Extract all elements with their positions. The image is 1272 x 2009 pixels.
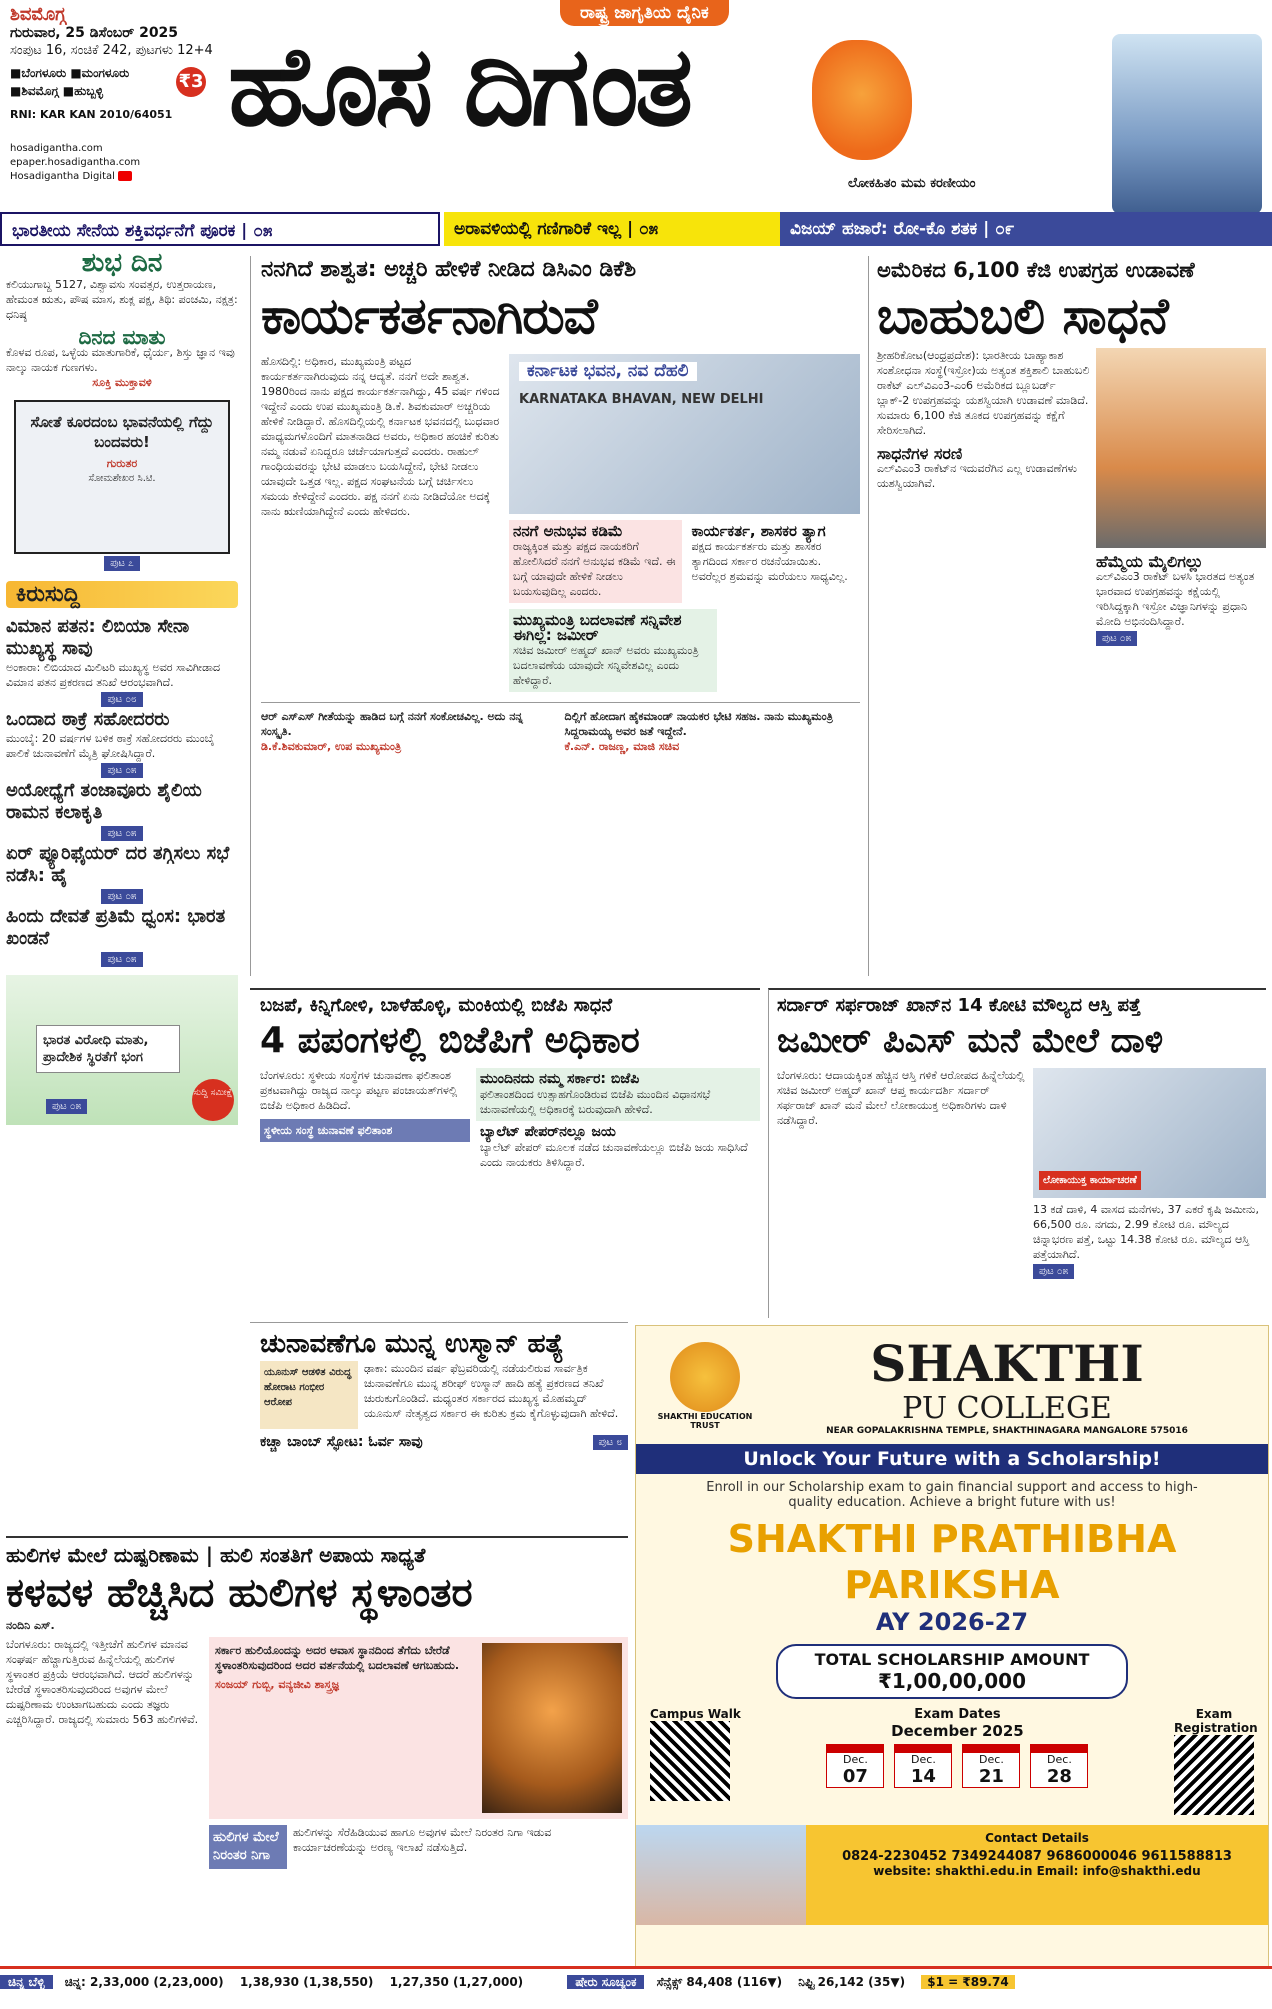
zameer-story (768, 988, 1266, 1318)
dinada-maatu-title: ದಿನದ ಮಾತು (78, 325, 166, 349)
zameer-page[interactable]: ಪುಟ ೦೫ (1033, 1264, 1074, 1279)
brief-title[interactable]: ಒಂದಾದ ಠಾಕ್ರೆ ಸಹೋದರರು (6, 709, 170, 730)
tiger-side-body: ಹುಲಿಗಳನ್ನು ಸೆರೆಹಿಡಿಯುವ ಹಾಗೂ ಅವುಗಳ ಮೇಲೆ ನಿರಂತರ ನಿಗಾ ಇಡುವ ಕಾರ್ಯಾಚರಣೆಯನ್ನು ಅರಣ್ಯ ಇಲಾಖೆ ನಡೆಸುತ್ತಿದೆ. (293, 1826, 552, 1854)
bangla-teaser[interactable]: ಭಾರತ ವಿರೋಧಿ ಮಾತು, ಪ್ರಾದೇಶಿಕ ಸ್ಥಿರತೆಗೆ ಭಂಗ (36, 1025, 180, 1073)
pride-body: ಎಲ್‌ವಿಎಂ3 ರಾಕೆಟ್ ಬಳಸಿ ಭಾರತದ ಅತ್ಯಂತ ಭಾರವಾದ ಉಪಗ್ರಹವನ್ನು ಕಕ್ಷೆಯಲ್ಲಿ ಇರಿಸಿದ್ದಕ್ಕಾಗಿ ಇಸ್ರೋ ವಿಜ್ಞಾನಿಗಳನ್ನು ಪ್ರಧಾನಿ ಮೋದಿ ಅಭಿನಂದಿಸಿದ್ದಾರೆ. (1096, 570, 1255, 628)
tiger-quote: ಸರ್ಕಾರ ಹುಲಿಯೊಂದನ್ನು ಅದರ ಆವಾಸ ಸ್ಥಾನದಿಂದ ತೆಗೆದು ಬೇರೆಡೆ ಸ್ಥಳಾಂತರಿಸುವುದರಿಂದ ಅದರ ವರ್ತನೆಯಲ್ಲಿ ಬದಲಾವಣೆ ಆಗಬಹುದು. (215, 1644, 460, 1672)
ad-ay: AY 2026-27 (875, 1608, 1029, 1636)
left-column (6, 248, 238, 1125)
rocket-photo (1096, 348, 1266, 548)
bjp-sub2-body: ಬ್ಯಾಲೆಟ್ ಪೇಪರ್ ಮೂಲಕ ನಡೆದ ಚುನಾವಣೆಯಲ್ಲೂ ಬಿಜೆಪಿ ಜಯ ಸಾಧಿಸಿದೆ ಎಂದು ನಾಯಕರು ತಿಳಿಸಿದ್ದಾರೆ. (480, 1141, 748, 1169)
lokayukta-tag: ಲೋಕಾಯುಕ್ತ ಕಾರ್ಯಾಚರಣೆ (1039, 1171, 1141, 1190)
isro-body: ಶ್ರೀಹರಿಕೋಟ(ಆಂಧ್ರಪ್ರದೇಶ): ಭಾರತೀಯ ಬಾಹ್ಯಾಕಾಶ ಸಂಶೋಧನಾ ಸಂಸ್ಥೆ(ಇಸ್ರೋ)ಯ ಅತ್ಯಂತ ಶಕ್ತಿಶಾಲಿ ಬಾಹುಬಲಿ ರಾಕೆಟ್ ಎಲ್‌ವಿಎಂ3-ಎಂ6 ಅಮೆರಿಕದ ಬ್ಲೂಬರ್ಡ್ ಬ್ಲಾಕ್-2 ಉಪಗ್ರಹವನ್ನು ಯಶಸ್ವಿಯಾಗಿ ಉಡಾವಣೆ ಮಾಡಿದೆ. ಸುಮಾರು 6,100 ಕೆಜಿ ತೂಕದ ಉಪಗ್ರಹವನ್ನು ಕಕ್ಷೆಗೆ ಸೇರಿಸಲಾಗಿದೆ. (877, 349, 1090, 437)
isro-headline[interactable]: ಬಾಹುಬಲಿ ಸಾಧನೆ (877, 287, 1169, 345)
lead-headline[interactable]: ಕಾರ್ಯಕರ್ತನಾಗಿರುವೆ (261, 287, 597, 345)
survey-badge: ಸುದ್ದಿ ಸಮೀಕ್ಷೆ (192, 1079, 234, 1121)
nifty-value: ನಿಫ್ಟಿ 26,142 (35▼) (798, 1975, 906, 1989)
ad-unlock: Unlock Your Future with a Scholarship! (636, 1444, 1268, 1474)
pride-title[interactable]: ಹೆಮ್ಮೆಯ ಮೈಲಿಗಲ್ಲು (1096, 552, 1204, 571)
karnataka-map-icon (812, 40, 912, 160)
bjp-kicker[interactable]: ಬಜಪೆ, ಕಿನ್ನಿಗೋಳಿ, ಬಾಳೆಹೊಳ್ಳಿ, ಮಂಕಿಯಲ್ಲಿ ಬಿಜೆಪಿ ಸಾಧನೆ (260, 995, 613, 1016)
tiger-quote-author: ಸಂಜಯ್ ಗುಬ್ಬಿ, ವನ್ಯಜೀವಿ ಶಾಸ್ತ್ರಜ್ಞ (215, 1678, 339, 1691)
usman-body: ಢಾಕಾ: ಮುಂದಿನ ವರ್ಷ ಫೆಬ್ರವರಿಯಲ್ಲಿ ನಡೆಯಲಿರುವ ಸಾರ್ವತ್ರಿಕ ಚುನಾವಣೆಗೂ ಮುನ್ನ ಶರೀಫ್ ಉಸ್ಮಾನ್ ಹಾದಿ ಹತ್ಯೆ ಪ್ರಕರಣದ ತನಿಖೆ ಚುರುಕುಗೊಂಡಿದೆ. ಮಧ್ಯಂತರ ಸರ್ಕಾರದ ಮುಖ್ಯಸ್ಥ ಮೊಹಮ್ಮದ್ ಯೂನುಸ್ ನೇತೃತ್ವದ ಸರ್ಕಾರ ಈ ಕುರಿತು ಕ್ರಮ ಕೈಗೊಳ್ಳುವುದಾಗಿ ಹೇಳಿದೆ. (364, 1362, 619, 1420)
silver-rate: 1,38,930 (1,38,550) (239, 1975, 374, 1989)
bjp-sub1-title[interactable]: ಮುಂದಿನದು ನಮ್ಮ ಸರ್ಕಾರ: ಬಿಜೆಪಿ (480, 1071, 640, 1087)
gold-label: ಚಿನ್ನ ಬೆಳ್ಳಿ (0, 1975, 53, 1989)
bjp-tag: ಸ್ಥಳೀಯ ಸಂಸ್ಥೆ ಚುನಾವಣೆ ಫಲಿತಾಂಶ (260, 1119, 470, 1142)
lead-kicker[interactable]: ನನಗಿದೆ ಶಾಶ್ವತ: ಅಚ್ಚರಿ ಹೇಳಿಕೆ ನೀಡಿದ ಡಿಸಿಎಂ ಡಿಕೆಶಿ (261, 257, 637, 282)
gold-rate: ಚಿನ್ನ: 2,33,000 (2,23,000) (64, 1975, 224, 1989)
brief-page[interactable]: ಪುಟ ೦೮ (101, 692, 142, 707)
zameer-kicker[interactable]: ಸರ್ದಾರ್ ಸರ್ಫರಾಜ್ ಖಾನ್‌ನ 14 ಕೋಟಿ ಮೌಲ್ಯದ ಆಸ್ತಿ ಪತ್ತೆ (777, 995, 1141, 1016)
cricketers-photo (1112, 34, 1262, 214)
bomb-headline[interactable]: ಕಚ್ಚಾ ಬಾಂಬ್ ಸ್ಫೋಟ: ಓರ್ವ ಸಾವು (260, 1434, 423, 1450)
shakthi-logo-icon (670, 1342, 740, 1412)
ad-phones: 0824-2230452 7349244087 9686000046 9611588813 (842, 1849, 1232, 1864)
ad-exam-name: SHAKTHI PRATHIBHA PARIKSHA (727, 1517, 1177, 1607)
lead-photo (509, 354, 860, 514)
ad-exam-dates-label: Exam Dates (914, 1707, 1001, 1722)
isro-sub-body: ಎಲ್‌ವಿಎಂ3 ರಾಕೆಟ್‌ನ ಇದುವರೆಗಿನ ಎಲ್ಲ ಉಡಾವಣೆಗಳು ಯಶಸ್ವಿಯಾಗಿವೆ. (877, 462, 1078, 490)
editions-list: ■ಬೆಂಗಳೂರು ■ಮಂಗಳೂರು ■ಶಿವಮೊಗ್ಗ ■ಹುಬ್ಬಳ್ಳಿ (10, 66, 130, 98)
share-label: ಷೇರು ಸೂಚ್ಯಂಕ (567, 1975, 644, 1989)
zameer-body: ಬೆಂಗಳೂರು: ಆದಾಯಕ್ಕಿಂತ ಹೆಚ್ಚಿನ ಆಸ್ತಿ ಗಳಿಕೆ ಆರೋಪದ ಹಿನ್ನೆಲೆಯಲ್ಲಿ ಸಚಿವ ಜಮೀರ್ ಅಹ್ಮದ್ ಖಾನ್ ಆಪ್ತ ಕಾರ್ಯದರ್ಶಿ ಸರ್ದಾರ್ ಸರ್ಫರಾಜ್ ಖಾನ್ ಮನೆ ಮೇಲೆ ಲೋಕಾಯುಕ್ತ ಅಧಿಕಾರಿಗಳು ದಾಳಿ ನಡೆಸಿದ್ದಾರೆ. (777, 1069, 1025, 1127)
brief-title[interactable]: ಏರ್ ಪ್ಯೂರಿಫೈಯರ್ ದರ ತಗ್ಗಿಸಲು ಸಭೆ ನಡೆಸಿ: ಹೈ (6, 843, 230, 886)
registration-qr-icon[interactable] (1174, 1735, 1254, 1815)
usman-tag: ಯೂನುಸ್ ಆಡಳಿತ ವಿರುದ್ಧ ಹೋರಾಟ ಗಂಭೀರ ಆರೋಪ (260, 1361, 358, 1429)
quote-source: ಸೂಕ್ತಿ ಮುಕ್ತಾವಳಿ (92, 376, 152, 389)
other-rate: 1,27,350 (1,27,000) (389, 1975, 524, 1989)
tiger-story (6, 1536, 628, 1968)
tiger-photo (482, 1643, 622, 1813)
price-badge: ₹3 (176, 67, 206, 97)
issue-volume: ಸಂಪುಟ 16, ಸಂಚಿಕೆ 242, ಪುಟಗಳು 12+4 (10, 43, 213, 58)
brief-title[interactable]: ವಿಮಾನ ಪತನ: ಲಿಬಿಯಾ ಸೇನಾ ಮುಖ್ಯಸ್ಥ ಸಾವು (6, 616, 190, 659)
ad-registration: Exam Registration (1174, 1707, 1258, 1735)
bjp-sub1-body: ಫಲಿತಾಂಶದಿಂದ ಉತ್ಸಾಹಗೊಂಡಿರುವ ಬಿಜೆಪಿ ಮುಂದಿನ ವಿಧಾನಸಭೆ ಚುನಾವಣೆಯಲ್ಲಿ ಅಧಿಕಾರಕ್ಕೆ ಬರುವುದಾಗಿ ಹೇಳಿದೆ. (480, 1088, 711, 1116)
teaser-aravalli[interactable]: ಅರಾವಳಿಯಲ್ಲಿ ಗಣಿಗಾರಿಕೆ ಇಲ್ಲ | ೦೫ (444, 212, 800, 246)
sub2-body: ಪಕ್ಷದ ಕಾರ್ಯಕರ್ತರು ಮತ್ತು ಶಾಸಕರ ತ್ಯಾಗದಿಂದ ಸರ್ಕಾರ ರಚನೆಯಾಯಿತು. ಅವರೆಲ್ಲರ ಶ್ರಮವನ್ನು ಮರೆಯಲು ಸಾಧ್ಯವಿಲ್ಲ. (691, 540, 848, 583)
quote1-author: ಡಿ.ಕೆ.ಶಿವಕುಮಾರ್, ಉಪ ಮುಖ್ಯಮಂತ್ರಿ (261, 740, 402, 753)
usman-page[interactable]: ಪುಟ ೮ (593, 1435, 628, 1450)
website-link[interactable]: hosadigantha.com (10, 143, 103, 154)
panchanga-text: ಕಲಿಯುಗಾಬ್ದ 5127, ವಿಶ್ವಾವಸು ಸಂವತ್ಸರ, ಉತ್ತರಾಯಣ, ಹೇಮಂತ ಋತು, ಪೌಷ ಮಾಸ, ಶುಕ್ಲ ಪಕ್ಷ, ತಿಥಿ: ಪಂಚಮಿ, ನಕ್ಷತ್ರ: ಧನಿಷ್ಠ (6, 278, 238, 321)
quote-text: ಕೊಳವ ರೂಪ, ಒಳ್ಳೆಯ ಮಾತುಗಾರಿಕೆ, ಧೈರ್ಯ, ಶಿಸ್ತು ಜ್ಞಾನ ಇವು ನಾಲ್ಕು ನಾಯಕ ಗುಣಗಳು. (6, 346, 235, 374)
brief-page[interactable]: ಪುಟ ೦೫ (101, 826, 142, 841)
ad-exam-month: December 2025 (891, 1722, 1024, 1740)
ad-sub: PU COLLEGE (902, 1391, 1112, 1426)
tiger-kicker[interactable]: ಹುಲಿಗಳ ಮೇಲೆ ದುಷ್ಪರಿಣಾಮ | ಹುಲಿ ಸಂತತಿಗೆ ಅಪಾಯ ಸಾಧ್ಯತೆ (6, 1543, 426, 1567)
newspaper-tagline: ರಾಷ್ಟ್ರ ಜಾಗೃತಿಯ ದೈನಿಕ (560, 0, 729, 26)
college-building-photo (636, 1825, 806, 1925)
sub2-title[interactable]: ಕಾರ್ಯಕರ್ತ, ಶಾಸಕರ ತ್ಯಾಗ (691, 522, 826, 540)
quote2-author: ಕೆ.ಎನ್. ರಾಜಣ್ಣ, ಮಾಜಿ ಸಚಿವ (564, 740, 680, 753)
photo-caption: ಕರ್ನಾಟಕ ಭವನ, ನವ ದೆಹಲಿ (519, 362, 697, 381)
brief-page[interactable]: ಪುಟ ೦೫ (101, 952, 142, 967)
bangla-page[interactable]: ಪುಟ ೦೫ (46, 1099, 87, 1114)
exam-date: Dec. 07 (826, 1744, 884, 1788)
usman-story (250, 1322, 628, 1532)
ad-trust: SHAKTHI EDUCATION TRUST (657, 1412, 753, 1430)
newspaper-logo: ಹೊಸ ದಿಗಂತ (228, 22, 690, 150)
lead-story (250, 256, 860, 976)
bjp-sub2-title[interactable]: ಬ್ಯಾಲೆಟ್ ಪೇಪರ್‌ನಲ್ಲೂ ಜಯ (480, 1124, 616, 1140)
teaser-vijay-hazare[interactable]: ವಿಜಯ್ ಹಜಾರೆ: ರೋ-ಕೊ ಶತಕ | ೦೯ (780, 212, 1272, 246)
usd-rate: $1 = ₹89.74 (921, 1975, 1014, 1989)
shubha-dina-title: ಶುಭ ದಿನ (81, 248, 163, 278)
tiger-side-tag: ಹುಲಿಗಳ ಮೇಲೆ ನಿರಂತರ ನಿಗಾ (209, 1825, 287, 1869)
sub3-title[interactable]: ಮುಖ್ಯಮಂತ್ರಿ ಬದಲಾವಣೆ ಸನ್ನಿವೇಶ ಈಗಿಲ್ಲ: ಜಮೀರ್ (513, 611, 682, 644)
isro-sub-title[interactable]: ಸಾಧನೆಗಳ ಸರಣಿ (877, 444, 963, 463)
usman-headline[interactable]: ಚುನಾವಣೆಗೂ ಮುನ್ನ ಉಸ್ಮಾನ್ ಹತ್ಯೆ (260, 1329, 564, 1359)
teaser-army[interactable]: ಭಾರತೀಯ ಸೇನೆಯ ಶಕ್ತಿವರ್ಧನೆಗೆ ಪೂರಕ | ೦೫ (0, 212, 440, 246)
lead-body: ಹೊಸದಿಲ್ಲಿ: ಅಧಿಕಾರ, ಮುಖ್ಯಮಂತ್ರಿ ಪಟ್ಟದ ಕಾರ್ಯಕರ್ತನಾಗಿರುವುದು ನನ್ನ ಆದ್ಯತೆ. ನನಗೆ ಅದೇ ಶಾಶ್ವತ. 1980ರಿಂದ ನಾನು ಪಕ್ಷದ ಕಾರ್ಯಕರ್ತನಾಗಿದ್ದು, 45 ವರ್ಷ ಗಳಿಂದ ಇದ್ದೇನೆ ಎಂದು ಉಪ ಮುಖ್ಯಮಂತ್ರಿ ಡಿ.ಕೆ. ಶಿವಕುಮಾರ್ ಅಚ್ಚರಿಯ ಹೇಳಿಕೆ ನೀಡಿದ್ದಾರೆ. ಹೊಸದಿಲ್ಲಿಯಲ್ಲಿ ಕರ್ನಾಟಕ ಭವನದಲ್ಲಿ ಬುಧವಾರ ಮಾಧ್ಯಮಗಳೊಂದಿಗೆ ಮಾತನಾಡಿದ ಅವರು, ಅಧಿಕಾರ ಹಂಚಿಕೆ ಕುರಿತು ನಮ್ಮ ನಡುವೆ ಏನಿದ್ದರೂ ಚರ್ಚೆಯಾಗುತ್ತದೆ ಎಂದರು. ರಾಹುಲ್ ಗಾಂಧಿಯವರನ್ನು ಭೇಟಿ ಮಾಡಲು ಬಯಸಿದ್ದೇನೆ, ಭೇಟಿ ನೀಡಲು ಯಾವುದೇ ಒತ್ತಡ ಇಲ್ಲ. ಪಕ್ಷದ ಸಂಘಟನೆಯ ಬಗ್ಗೆ ಚರ್ಚಿಸಲು ಸಮಯ ಕೇಳಿದ್ದೇನೆ ಎಂದರು. ಪಕ್ಷ ನನಗೆ ಏನು ನೀಡಿದೆಯೋ ಅದಕ್ಕೆ ನಾನು ಋಣಿಯಾಗಿದ್ದೇನೆ ಎಂದು ಹೇಳಿದರು. (261, 355, 500, 518)
campus-qr-icon[interactable] (650, 1721, 730, 1801)
issue-date: ಗುರುವಾರ, 25 ಡಿಸೆಂಬರ್ 2025 (10, 25, 179, 41)
ad-name: SHAKTHI (870, 1334, 1144, 1393)
sub3-body: ಸಚಿವ ಜಮೀರ್ ಅಹ್ಮದ್ ಖಾನ್ ಅವರು ಮುಖ್ಯಮಂತ್ರಿ ಬದಲಾವಣೆಯ ಯಾವುದೇ ಸನ್ನಿವೇಶವಿಲ್ಲ ಎಂದು ಹೇಳಿದ್ದಾರೆ. (513, 644, 699, 687)
brief-page[interactable]: ಪುಟ ೦೫ (101, 889, 142, 904)
epaper-link[interactable]: epaper.hosadigantha.com (10, 157, 141, 168)
digital-link[interactable]: Hosadigantha Digital (10, 170, 220, 184)
quote2-text: ದಿಲ್ಲಿಗೆ ಹೋದಾಗ ಹೈಕಮಾಂಡ್ ನಾಯಕರ ಭೇಟಿ ಸಹಜ. ನಾನು ಮುಖ್ಯಮಂತ್ರಿ ಸಿದ್ದರಾಮಯ್ಯ ಅವರ ಜತೆ ಇದ್ದೇನೆ. (564, 710, 833, 738)
sensex-value: ಸೆನ್ಸೆಕ್ಸ್ 84,408 (116▼) (656, 1975, 783, 1989)
photo-sub: KARNATAKA BHAVAN, NEW DELHI (519, 392, 764, 407)
bjp-headline[interactable]: 4 ಪಪಂಗಳಲ್ಲಿ ಬಿಜೆಪಿಗೆ ಅಧಿಕಾರ (260, 1020, 640, 1061)
exam-date: Dec. 28 (1030, 1744, 1088, 1788)
ad-contact-label: Contact Details (985, 1831, 1089, 1845)
brief-title[interactable]: ಅಯೋಧ್ಯೆಗೆ ತಂಜಾವೂರು ಶೈಲಿಯ ರಾಮನ ಕಲಾಕೃತಿ (6, 780, 202, 823)
isro-kicker[interactable]: ಅಮೆರಿಕದ 6,100 ಕೆಜಿ ಉಪಗ್ರಹ ಉಡಾವಣೆ (877, 258, 1195, 282)
cartoon-artist: ಸೋಮಶೇಖರ ಸಿ.ಟಿ. (88, 473, 156, 484)
market-footer (0, 1966, 1272, 1999)
edition-location: ಶಿವಮೊಗ್ಗ (10, 4, 66, 25)
ad-web[interactable]: website: shakthi.edu.in Email: info@shakthi.edu (873, 1864, 1201, 1878)
sub1-body: ರಾಜ್ಯಕ್ಕಿಂತ ಮತ್ತು ಪಕ್ಷದ ನಾಯಕರಿಗೆ ಹೋಲಿಸಿದರೆ ನನಗೆ ಅನುಭವ ಕಡಿಮೆ ಇದೆ. ಈ ಬಗ್ಗೆ ಯಾವುದೇ ಹೇಳಿಕೆ ನೀಡಲು ಬಯಸುವುದಿಲ್ಲ ಎಂದರು. (513, 540, 676, 598)
cartoon-text: ಸೋತೆ ಕೂರದಂಬ ಭಾವನೆಯಲ್ಲಿ ಗೆದ್ದು ಬಂದವರು! (30, 413, 214, 451)
zameer-headline[interactable]: ಜಮೀರ್ ಪಿಎಸ್ ಮನೆ ಮೇಲೆ ದಾಳಿ (777, 1021, 1164, 1061)
brief-body: ಅಂಕಾರಾ: ಲಿಬಿಯಾದ ಮಿಲಿಟರಿ ಮುಖ್ಯಸ್ಥ ಅವರ ಸಾವಿಗೀಡಾದ ವಿಮಾನ ಪತನ ಪ್ರಕರಣದ ತನಿಖೆ ಆರಂಭವಾಗಿದೆ. (6, 661, 221, 689)
cartoon-page-ref[interactable]: ಪುಟ ೭ (104, 556, 139, 571)
isro-page[interactable]: ಪುಟ ೦೫ (1096, 631, 1137, 646)
cartoon-title: ಗುರುತರ (106, 457, 138, 470)
brief-page[interactable]: ಪುಟ ೦೫ (101, 763, 142, 778)
rni-number: RNI: KAR KAN 2010/64051 (10, 108, 173, 121)
ad-campus-walk: Campus Walk (650, 1707, 741, 1721)
quote1-text: ಆರ್ ಎಸ್‌ಎಸ್ ಗೀತೆಯನ್ನು ಹಾಡಿದ ಬಗ್ಗೆ ನನಗೆ ಸಂಕೋಚವಿಲ್ಲ. ಅದು ನನ್ನ ಸಂಸ್ಕೃತಿ. (261, 710, 523, 738)
ad-address: NEAR GOPALAKRISHNA TEMPLE, SHAKTHINAGARA MANGALORE 575016 (826, 1426, 1188, 1436)
tiger-body: ಬೆಂಗಳೂರು: ರಾಜ್ಯದಲ್ಲಿ ಇತ್ತೀಚೆಗೆ ಹುಲಿಗಳ ಮಾನವ ಸಂಘರ್ಷ ಹೆಚ್ಚಾಗುತ್ತಿರುವ ಹಿನ್ನೆಲೆಯಲ್ಲಿ ಹುಲಿಗಳ ಸ್ಥಳಾಂತರ ಪ್ರಕ್ರಿಯೆ ಆರಂಭವಾಗಿದೆ. ಆದರೆ ಹುಲಿಗಳನ್ನು ಬೇರೆಡೆ ಸ್ಥಳಾಂತರಿಸುವುದರಿಂದ ಅವುಗಳ ಮೇಲೆ ದುಷ್ಪರಿಣಾಮ ಉಂಟಾಗಬಹುದು ಎಂದು ತಜ್ಞರು ಎಚ್ಚರಿಸಿದ್ದಾರೆ. ರಾಜ್ಯದಲ್ಲಿ ಸುಮಾರು 563 ಹುಲಿಗಳಿವೆ. (6, 1638, 199, 1726)
newspaper-motto: ಲೋಕಹಿತಂ ಮಮ ಕರಣೀಯಂ (848, 176, 976, 191)
youtube-icon (118, 171, 132, 181)
shakthi-advertisement[interactable] (635, 1325, 1269, 1982)
bjp-body: ಬೆಂಗಳೂರು: ಸ್ಥಳೀಯ ಸಂಸ್ಥೆಗಳ ಚುನಾವಣಾ ಫಲಿತಾಂಶ ಪ್ರಕಟವಾಗಿದ್ದು ರಾಜ್ಯದ ನಾಲ್ಕು ಪಟ್ಟಣ ಪಂಚಾಯತ್‌ಗಳಲ್ಲಿ ಬಿಜೆಪಿ ಅಧಿಕಾರ ಹಿಡಿದಿದೆ. (260, 1069, 458, 1112)
ad-enroll: Enroll in our Scholarship exam to gain financial support and access to high-quality education. Achieve a bright future with us! (706, 1480, 1198, 1510)
brief-body: ಮುಂಬೈ: 20 ವರ್ಷಗಳ ಬಳಿಕ ಠಾಕ್ರೆ ಸಹೋದರರು ಮುಂಬೈ ಪಾಲಿಕೆ ಚುನಾವಣೆಗೆ ಮೈತ್ರಿ ಘೋಷಿಸಿದ್ದಾರೆ. (6, 732, 215, 760)
bjp-story (250, 988, 760, 1318)
tiger-byline: ನಂದಿನಿ ಎಸ್. (6, 1619, 55, 1632)
house-photo (1033, 1068, 1266, 1198)
exam-date: Dec. 21 (962, 1744, 1020, 1788)
ad-total-label: TOTAL SCHOLARSHIP AMOUNT (814, 1650, 1090, 1669)
masthead-info (10, 6, 220, 184)
kirusuddi-title: ಕಿರುಸುದ್ದಿ (6, 581, 238, 608)
brief-title[interactable]: ಹಿಂದು ದೇವತೆ ಪ್ರತಿಮೆ ಧ್ವಂಸ: ಭಾರತ ಖಂಡನೆ (6, 906, 226, 949)
exam-date: Dec. 14 (894, 1744, 952, 1788)
ad-total-amount: ₹1,00,00,000 (877, 1669, 1027, 1693)
tiger-headline[interactable]: ಕಳವಳ ಹೆಚ್ಚಿಸಿದ ಹುಲಿಗಳ ಸ್ಥಳಾಂತರ (6, 1570, 473, 1616)
sub1-title[interactable]: ನನಗೆ ಅನುಭವ ಕಡಿಮೆ (513, 522, 623, 540)
isro-story (868, 256, 1266, 976)
zameer-caption: 13 ಕಡೆ ದಾಳಿ, 4 ವಾಸದ ಮನೆಗಳು, 37 ಎಕರೆ ಕೃಷಿ ಜಮೀನು, 66,500 ರೂ. ನಗದು, 2.99 ಕೋಟಿ ರೂ. ಮೌಲ್ಯದ ಚಿನ್ನಾಭರಣ ಪತ್ತೆ, ಒಟ್ಟು 14.38 ಕೋಟಿ ರೂ. ಮೌಲ್ಯದ ಆಸ್ತಿ ಪತ್ತೆಯಾಗಿದೆ. (1033, 1203, 1260, 1261)
